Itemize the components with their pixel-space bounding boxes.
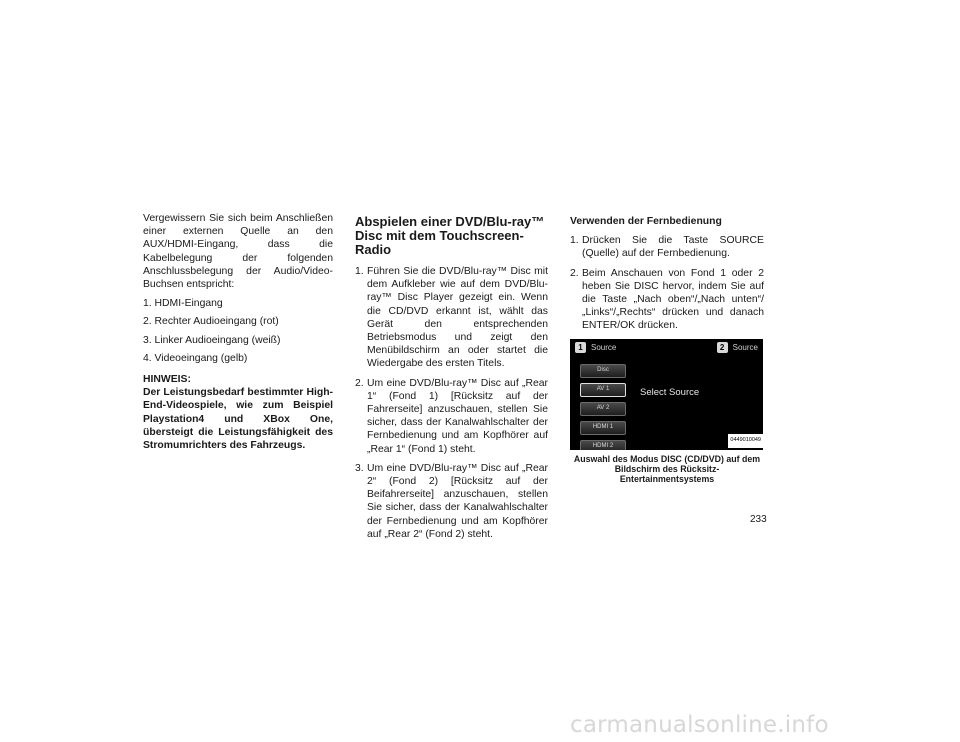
dvd-steps [355,265,548,541]
av2-button: AV 2 [580,402,626,416]
hdmi1-button: HDMI 1 [580,421,626,435]
tab-number: 1 [575,342,586,353]
screen-header [570,339,763,357]
list-item [355,377,548,456]
step-number: 1. [355,266,364,277]
step-text: Um eine DVD/Blu-ray™ Disc auf „Rear 2“ (Fond 2) [Rücksitz auf der Beifahrerseite] anzuschauen, stellen Sie sicher, dass der Kanalwahlschalter der Fernbedienung und am Kopfhörer auf „Rear 2“ (Fond 2) steht. [367,462,548,540]
tab-label: Source [591,343,617,353]
remote-heading: Verwenden der Fernbedienung [570,216,722,227]
list-item [570,267,764,333]
list-item: 2. Rechter Audioeingang (rot) [143,316,279,328]
step-text: Beim Anschauen von Fond 1 oder 2 heben Sie DISC hervor, indem Sie auf die Taste „Nach oben“/„Nach unten“/„Links“/„Rechts“ drücken und danach ENTER/OK drücken. [582,267,764,332]
av1-button: AV 1 [580,383,626,397]
step-text: Führen Sie die DVD/Blu-ray™ Disc mit dem Aufkleber wie auf dem DVD/Blu-ray™ Disc Player gezeigt ein. Wenn die CD/DVD erkannt ist, wählt das Gerät den entsprechenden Betriebsmodus und zeigt den Menübildschirm an oder startet die Wiedergabe des ersten Titels. [367,266,548,370]
step-number: 1. [570,235,579,247]
page-number: 233 [750,514,767,525]
step-number: 2. [355,377,364,389]
source-tab-1 [575,341,616,354]
connector-list [143,297,333,365]
hdmi2-button: HDMI 2 [580,440,626,450]
source-button-list [580,364,626,450]
step-number: 2. [570,267,579,279]
note-body: Der Leistungsbedarf bestimmter High-End-Videospiele, wie zum Beispiel Playstation4 und XBox One, übersteigt die Leistungsfähigkeit des Stromumrichters des Fahrzeugs. [143,387,333,452]
source-screen-image [570,339,763,450]
remote-steps [570,234,764,332]
note-heading: HINWEIS: [143,374,191,386]
step-text: Um eine DVD/Blu-ray™ Disc auf „Rear 1“ (Fond 1) [Rücksitz auf der Fahrerseite] anzuschauen, stellen Sie sicher, dass der Kanalwahlschalter der Fernbedienung und am Kopfhörer auf „Rear 1“ (Fond 1) steht. [367,377,548,455]
tab-number: 2 [717,342,728,353]
step-number: 3. [355,462,364,474]
tab-label: Source [732,343,758,353]
figure-caption: Auswahl des Modus DISC (CD/DVD) auf dem Bildschirm des Rücksitz-Entertainmentsystems [573,453,761,485]
list-item: 4. Videoeingang (gelb) [143,352,248,364]
list-item [355,265,548,371]
select-source-label: Select Source [640,386,700,398]
list-item: 3. Linker Audioeingang (weiß) [143,334,281,346]
list-item: 1. HDMI-Eingang [143,298,223,310]
image-code: 0449010049 [728,434,763,447]
middle-column [355,212,548,547]
list-item [570,234,764,260]
list-item [355,462,548,541]
section-title: Abspielen einer DVD/Blu-ray™ Disc mit dem Touchscreen-Radio [355,214,545,257]
right-column [570,212,764,484]
intro-paragraph: Vergewissern Sie sich beim Anschließen einer externen Quelle an den AUX/HDMI-Eingang, dass die Kabelbelegung der folgenden Anschlussbelegung der Audio/Video-Buchsen entspricht: [143,213,333,291]
watermark: carmanualsonline.info [570,712,829,738]
left-column [143,212,333,452]
step-text: Drücken Sie die Taste SOURCE (Quelle) auf der Fernbedienung. [582,235,764,260]
source-tab-2 [717,341,758,354]
disc-button: Disc [580,364,626,378]
